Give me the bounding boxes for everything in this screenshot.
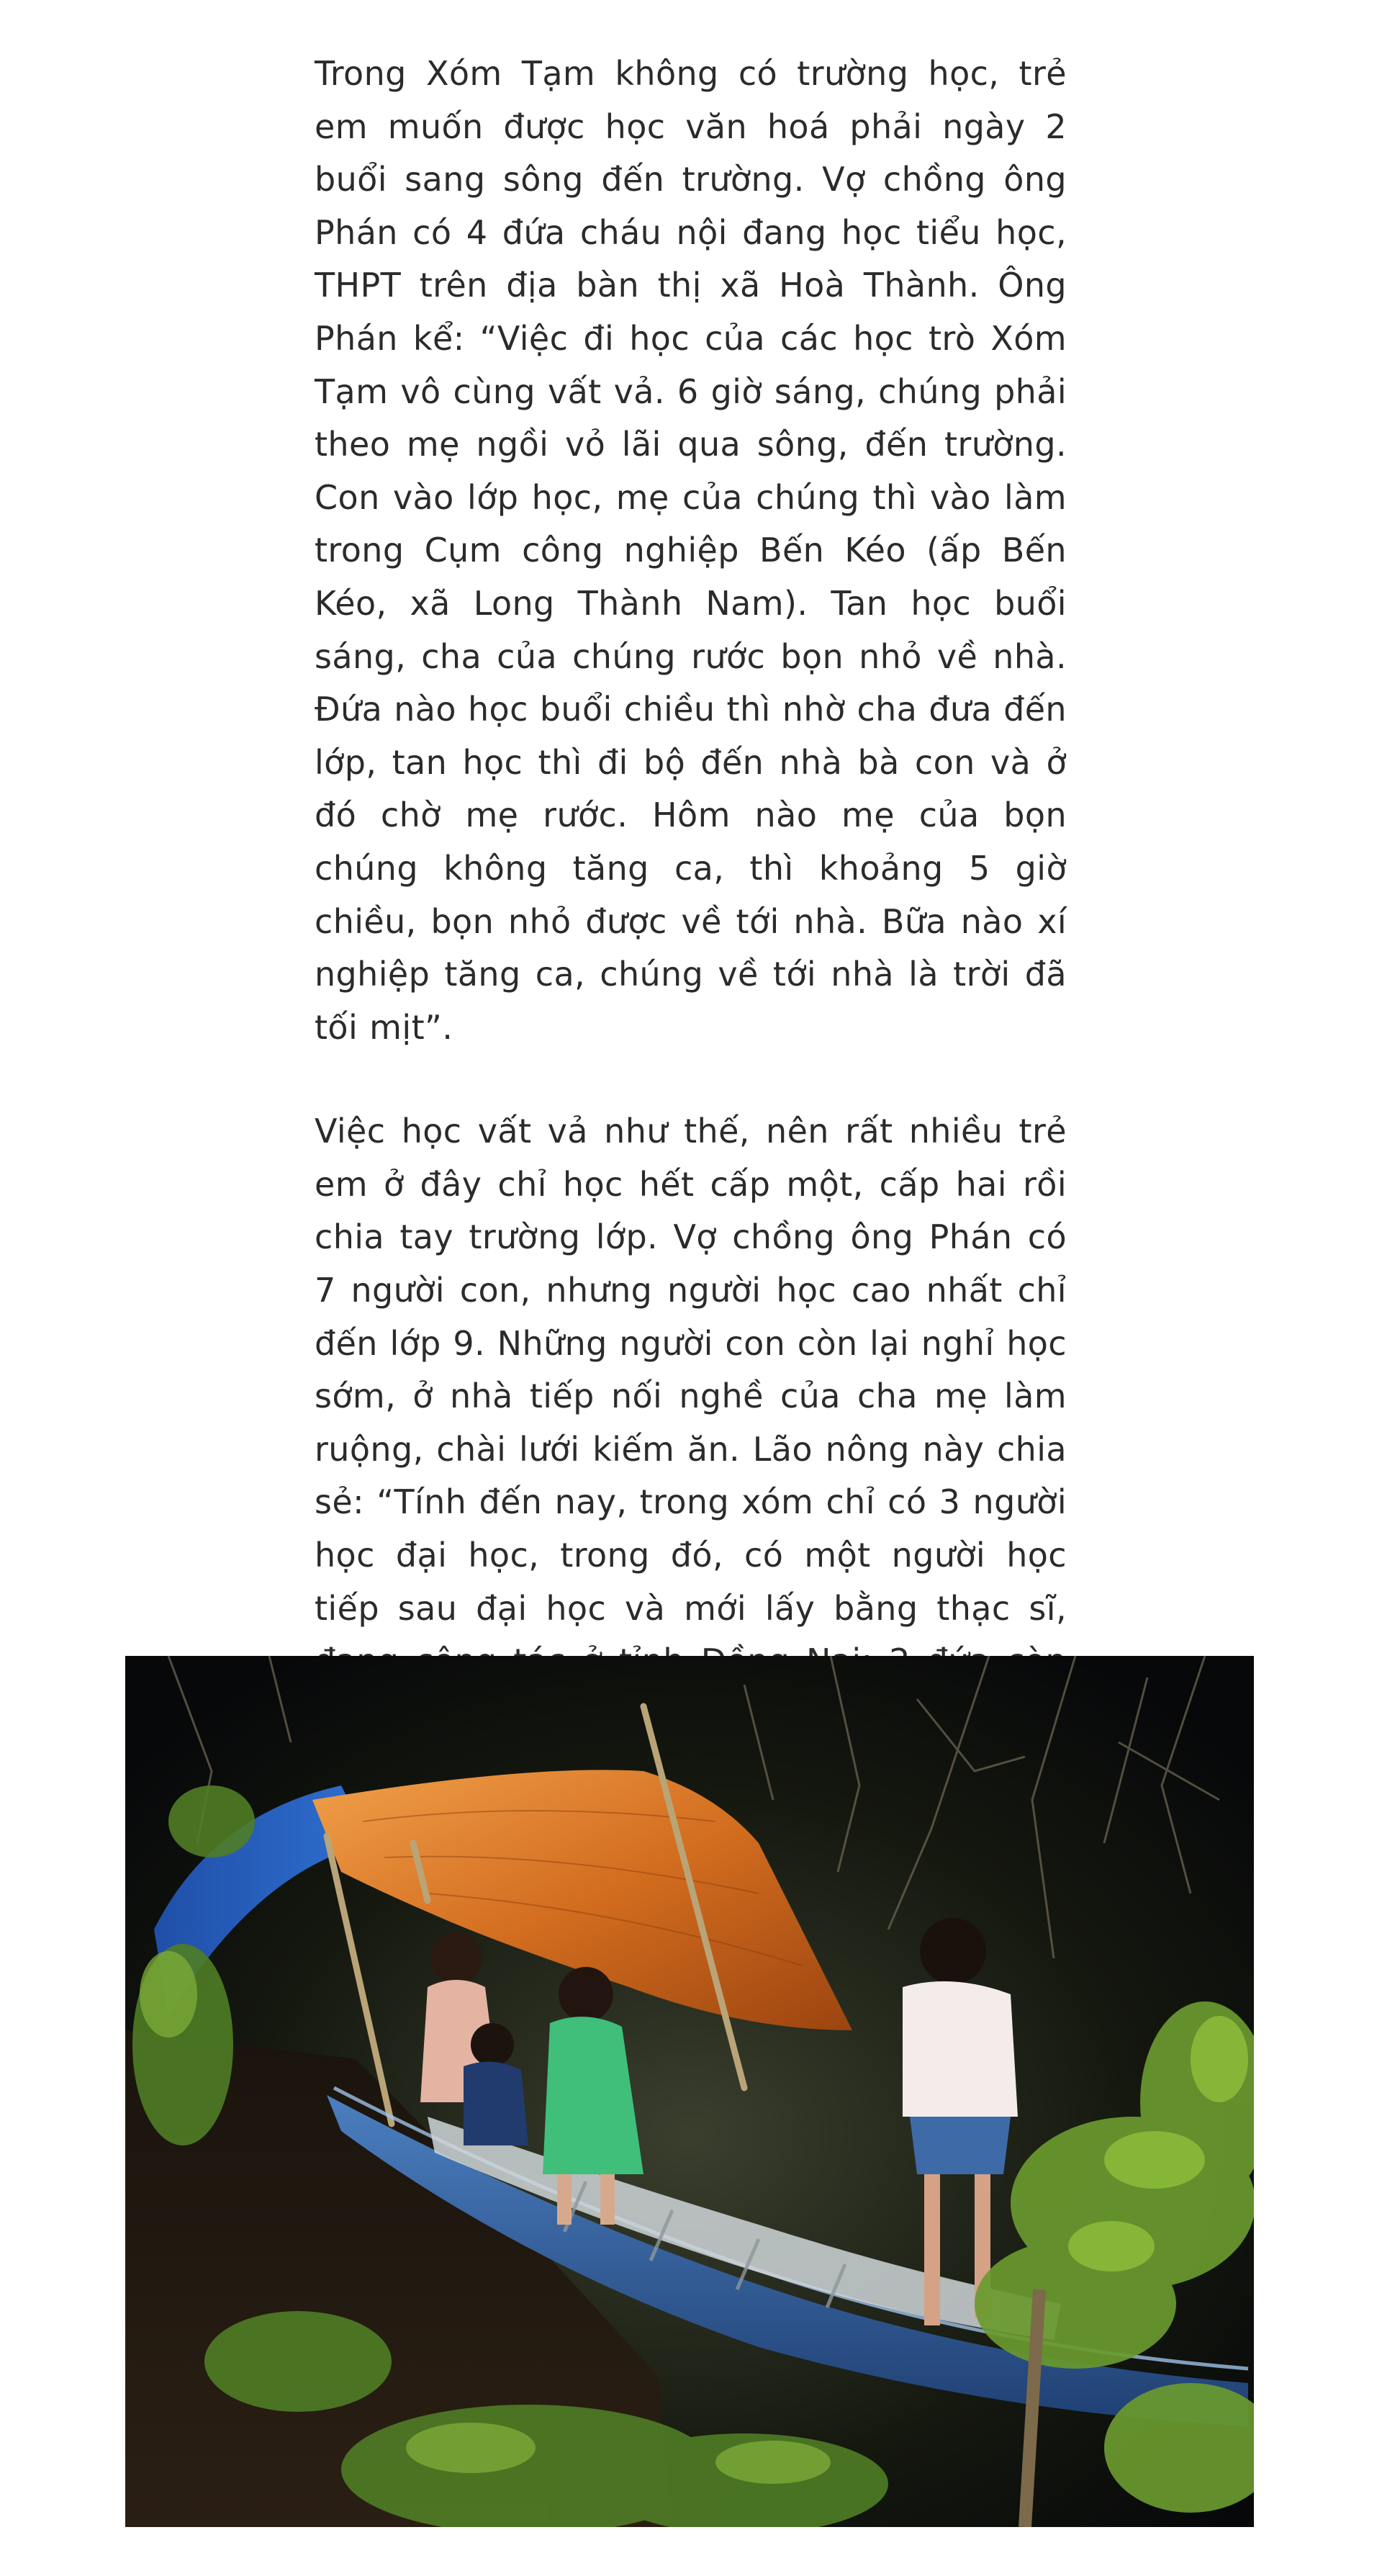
paragraph-1: Trong Xóm Tạm không có trường học, trẻ em muốn được học văn hoá phải ngày 2 buổi sang sông đến trường. Vợ chồng ông Phán có 4 đứa cháu nội đang học tiểu học, THPT trên địa bàn thị xã Hoà Thành. Ông Phán kể: “Việc đi học của các học trò Xóm Tạm vô cùng vất vả. 6 giờ sáng, chúng phải theo mẹ ngồi vỏ lãi qua sông, đến trường. Con vào lớp học, mẹ của chúng thì vào làm trong Cụm công nghiệp Bến Kéo (ấp Bến Kéo, xã Long Thành Nam). Tan học buổi sáng, cha của chúng rước bọn nhỏ về nhà. Đứa nào học buổi chiều thì nhờ cha đưa đến lớp, tan học thì đi bộ đến nhà bà con và ở đó chờ mẹ rước. Hôm nào mẹ của bọn chúng không tăng ca, thì khoảng 5 giờ chiều, bọn nhỏ được về tới nhà. Bữa nào xí nghiệp tăng ca, chúng về tới nhà là trời đã tối mịt”.: [315, 54, 1067, 1047]
article-body: [315, 48, 1067, 1741]
night-boat-scene-image: [125, 1656, 1254, 2527]
paragraph-2: Việc học vất vả như thế, nên rất nhiều trẻ em ở đây chỉ học hết cấp một, cấp hai rồi chia tay trường lớp. Vợ chồng ông Phán có 7 người con, nhưng người học cao nhất chỉ đến lớp 9. Những người con còn lại nghỉ học sớm, ở nhà tiếp nối nghề của cha mẹ làm ruộng, chài lưới kiếm ăn. Lão nông này chia sẻ: “Tính đến nay, trong xóm chỉ có 3 người học đại học, trong đó, có một người học tiếp sau đại học và mới lấy bằng thạc sĩ,: [315, 1112, 1067, 1628]
article-photo: [125, 1656, 1254, 2527]
